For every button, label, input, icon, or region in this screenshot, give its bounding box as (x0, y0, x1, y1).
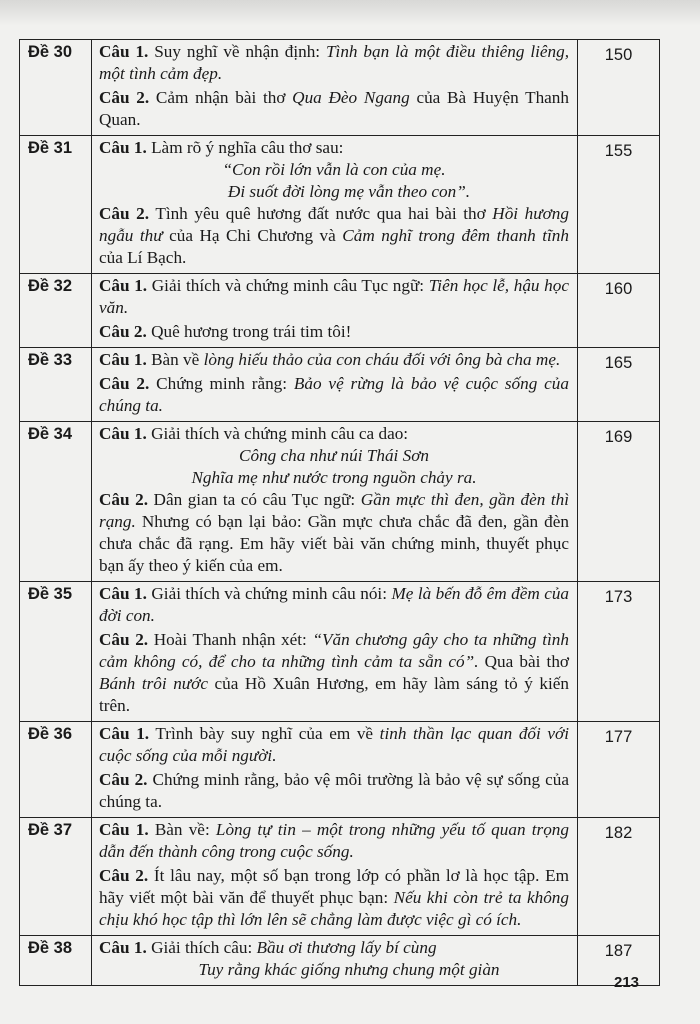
question-1: Câu 1. Làm rõ ý nghĩa câu thơ sau: (99, 138, 344, 157)
questions-cell (92, 348, 578, 422)
table-row (20, 40, 660, 136)
page-ref: 165 (578, 348, 660, 422)
question-1: Câu 1. Suy nghĩ về nhận định: Tình bạn là một điều thiêng liêng, một tình cảm đẹp. (99, 42, 569, 83)
question-2: Câu 2. Ít lâu nay, một số bạn trong lớp có phần lơ là học tập. Em hãy viết một bài văn để thuyết phục bạn: Nếu khi còn trẻ ta không chịu khó học tập thì lớn lên sẽ chẳng làm được việc gì có ích. (99, 866, 569, 929)
table-row (20, 818, 660, 936)
verse-line: Tuy rằng khác giống nhưng chung một giàn (198, 960, 500, 979)
verse-line: Nghĩa mẹ như nước trong nguồn chảy ra. (191, 468, 477, 487)
question-2: Câu 2. Chứng minh rằng: Bảo vệ rừng là bảo vệ cuộc sống của chúng ta. (99, 374, 569, 415)
exam-number: Đề 36 (20, 722, 92, 818)
page-ref: 187 (578, 936, 660, 986)
page-ref: 173 (578, 582, 660, 722)
table-row (20, 422, 660, 582)
questions-cell (92, 422, 578, 582)
question-1: Câu 1. Bàn về: Lòng tự tin – một trong những yếu tố quan trọng dẫn đến thành công trong cuộc sống. (99, 820, 569, 861)
question-2: Câu 2. Hoài Thanh nhận xét: “Văn chương gây cho ta những tình cảm không có, để cho ta những tình cảm ta sẵn có”. Qua bài thơ Bánh trôi nước của Hồ Xuân Hương, em hãy làm sáng tỏ ý kiến trên. (99, 630, 569, 715)
exam-number: Đề 35 (20, 582, 92, 722)
page-ref: 155 (578, 136, 660, 274)
question-2: Câu 2. Tình yêu quê hương đất nước qua hai bài thơ Hồi hương ngẫu thư của Hạ Chi Chương và Cảm nghĩ trong đêm thanh tĩnh của Lí Bạch. (99, 204, 569, 267)
verse-line: Đi suốt đời lòng mẹ vẫn theo con”. (227, 182, 471, 201)
questions-cell (92, 936, 578, 986)
question-2: Câu 2. Chứng minh rằng, bảo vệ môi trường là bảo vệ sự sống của chúng ta. (99, 770, 569, 811)
question-2: Câu 2. Quê hương trong trái tim tôi! (99, 322, 352, 341)
verse-line: Công cha như núi Thái Sơn (239, 446, 429, 465)
page-ref: 150 (578, 40, 660, 136)
questions-cell (92, 274, 578, 348)
page-ref: 177 (578, 722, 660, 818)
contents-table (19, 39, 660, 986)
exam-number: Đề 33 (20, 348, 92, 422)
table-row (20, 722, 660, 818)
page-shadow (0, 0, 700, 26)
questions-cell (92, 40, 578, 136)
exam-number: Đề 31 (20, 136, 92, 274)
page-ref: 169 (578, 422, 660, 582)
exam-number: Đề 34 (20, 422, 92, 582)
page-number: 213 (614, 974, 640, 991)
question-1: Câu 1. Trình bày suy nghĩ của em về tinh thần lạc quan đối với cuộc sống của mỗi người. (99, 724, 569, 765)
question-1: Câu 1. Giải thích và chứng minh câu Tục ngữ: Tiên học lễ, hậu học văn. (99, 276, 569, 317)
question-1: Câu 1. Giải thích và chứng minh câu ca dao: (99, 424, 409, 443)
question-1: Câu 1. Bàn về lòng hiếu thảo của con cháu đối với ông bà cha mẹ. (99, 350, 561, 369)
question-2: Câu 2. Dân gian ta có câu Tục ngữ: Gần mực thì đen, gần đèn thì rạng. Nhưng có bạn lại bảo: Gần mực chưa chắc đã đen, gần đèn chưa chắc đã rạng. Em hãy viết bài văn chứng minh, thuyết phục bạn ấy theo ý kiến của em. (99, 490, 569, 575)
exam-number: Đề 37 (20, 818, 92, 936)
exam-number: Đề 38 (20, 936, 92, 986)
questions-cell (92, 136, 578, 274)
question-1: Câu 1. Giải thích và chứng minh câu nói: Mẹ là bến đỗ êm đềm của đời con. (99, 584, 570, 625)
exam-number: Đề 30 (20, 40, 92, 136)
table-row (20, 274, 660, 348)
table-row (20, 136, 660, 274)
questions-cell (92, 722, 578, 818)
questions-cell (92, 818, 578, 936)
question-2: Câu 2. Cảm nhận bài thơ Qua Đèo Ngang của Bà Huyện Thanh Quan. (99, 88, 569, 129)
table-row (20, 348, 660, 422)
table-row (20, 582, 660, 722)
exam-number: Đề 32 (20, 274, 92, 348)
questions-cell (92, 582, 578, 722)
page-ref: 182 (578, 818, 660, 936)
table-row (20, 936, 660, 986)
page-ref: 160 (578, 274, 660, 348)
question-1: Câu 1. Giải thích câu: Bầu ơi thương lấy bí cùng (99, 938, 437, 957)
verse-line: “Con rồi lớn vẫn là con của mẹ. (222, 160, 446, 179)
